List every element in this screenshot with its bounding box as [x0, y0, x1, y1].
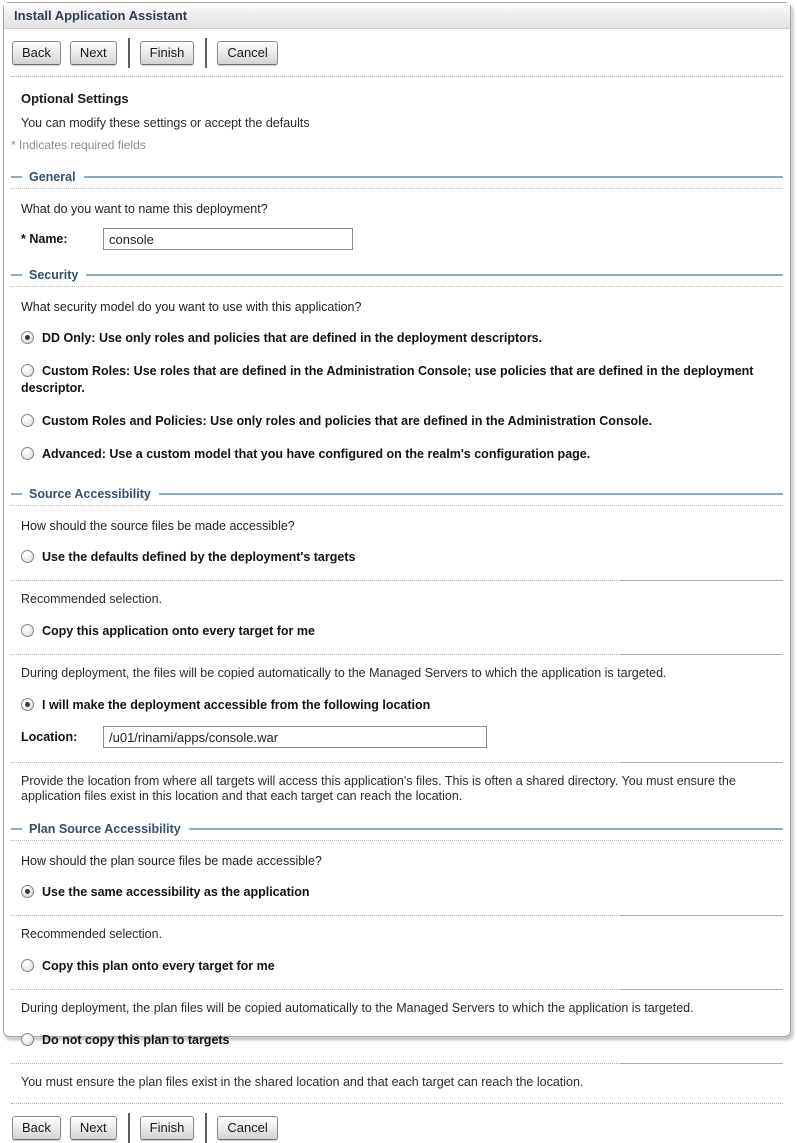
button-separator — [205, 38, 207, 68]
section-title: Source Accessibility — [29, 487, 151, 501]
section-header-general — [11, 170, 783, 184]
general-question: What do you want to name this deployment? — [21, 202, 268, 216]
radio-label: Use the defaults defined by the deployment's targets — [42, 550, 356, 564]
page-title: Optional Settings — [21, 91, 129, 106]
radio-label: Copy this plan onto every target for me — [42, 959, 275, 973]
section-title: General — [29, 170, 76, 184]
row-divider — [11, 762, 783, 763]
name-input[interactable] — [103, 228, 353, 250]
section-dash — [11, 828, 22, 830]
next-button-bottom[interactable]: Next — [70, 1116, 117, 1140]
radio-label: Custom Roles: Use roles that are defined in the Administration Console; use policies that are defined in the deployment descriptor. — [21, 364, 754, 395]
location-label: Location: — [21, 730, 78, 744]
security-option-advanced — [21, 446, 766, 463]
section-header-plan-source-accessibility — [11, 822, 783, 836]
radio-label: I will make the deployment accessible from the following location — [42, 698, 431, 712]
name-field-row — [21, 228, 784, 250]
source-note-defaults: Recommended selection. — [21, 592, 163, 606]
section-underline — [11, 286, 783, 287]
radio-button[interactable] — [21, 447, 34, 460]
cancel-button-bottom[interactable]: Cancel — [217, 1116, 277, 1140]
back-button-bottom[interactable]: Back — [12, 1116, 61, 1140]
source-note-copy: During deployment, the files will be copied automatically to the Managed Servers to which the application is targeted. — [21, 666, 667, 680]
top-button-bar — [12, 38, 782, 68]
page-description: You can modify these settings or accept the defaults — [21, 116, 310, 130]
radio-button[interactable] — [21, 550, 34, 563]
plan-question: How should the plan source files be made accessible? — [21, 854, 322, 868]
security-question: What security model do you want to use with this application? — [21, 300, 362, 314]
security-option-custom-roles — [21, 363, 766, 397]
section-rule — [84, 176, 783, 178]
name-label: * Name: — [21, 232, 68, 246]
security-option-custom-roles-policies — [21, 413, 766, 430]
row-divider — [11, 654, 783, 655]
required-fields-note: * Indicates required fields — [11, 138, 146, 152]
plan-option-same — [21, 884, 766, 901]
form-top-divider — [11, 76, 783, 77]
button-separator — [128, 1113, 130, 1143]
section-underline — [11, 505, 783, 506]
security-option-dd-only — [21, 330, 766, 347]
radio-button[interactable] — [21, 414, 34, 427]
plan-note-copy: During deployment, the plan files will be copied automatically to the Managed Servers to which the application is targeted. — [21, 1001, 694, 1015]
bottom-button-bar — [12, 1113, 782, 1143]
section-rule — [86, 274, 783, 276]
button-separator — [128, 38, 130, 68]
section-underline — [11, 188, 783, 189]
source-option-location — [21, 697, 766, 714]
section-header-source-accessibility — [11, 487, 783, 501]
radio-button[interactable] — [21, 1033, 34, 1046]
source-note-location: Provide the location from where all targets will access this application's files. This is often a shared directory. You must ensure the application files exist in this location and that each target can reach the location. — [21, 774, 736, 803]
radio-label: Do not copy this plan to targets — [42, 1033, 230, 1047]
radio-button[interactable] — [21, 364, 34, 377]
back-button[interactable]: Back — [12, 41, 61, 65]
cancel-button[interactable]: Cancel — [217, 41, 277, 65]
content-area — [4, 38, 790, 1143]
section-underline — [11, 840, 783, 841]
radio-label: Custom Roles and Policies: Use only roles and policies that are defined in the Administration Console. — [42, 414, 653, 428]
plan-option-copy — [21, 958, 766, 975]
window-title: Install Application Assistant — [14, 8, 188, 23]
form-bottom-divider — [11, 1103, 783, 1104]
location-input[interactable] — [103, 726, 487, 748]
radio-label: Advanced: Use a custom model that you have configured on the realm's configuration page. — [42, 447, 591, 461]
row-divider — [11, 989, 783, 990]
radio-button[interactable] — [21, 959, 34, 972]
row-divider — [11, 1063, 783, 1064]
section-dash — [11, 493, 22, 495]
finish-button[interactable]: Finish — [140, 41, 195, 65]
source-option-copy — [21, 623, 766, 640]
radio-label: Copy this application onto every target for me — [42, 624, 315, 638]
plan-note-no-copy: You must ensure the plan files exist in the shared location and that each target can reach the location. — [21, 1075, 584, 1089]
install-application-assistant-window — [3, 2, 791, 1135]
section-header-security — [11, 268, 783, 282]
plan-note-same: Recommended selection. — [21, 927, 163, 941]
window-title-bar — [4, 3, 790, 29]
button-separator — [205, 1113, 207, 1143]
source-option-defaults — [21, 549, 766, 566]
radio-button[interactable] — [21, 698, 34, 711]
source-question: How should the source files be made accessible? — [21, 519, 295, 533]
radio-label: Use the same accessibility as the application — [42, 885, 310, 899]
section-dash — [11, 176, 22, 178]
radio-label: DD Only: Use only roles and policies that are defined in the deployment descriptors. — [42, 331, 543, 345]
radio-button[interactable] — [21, 624, 34, 637]
section-rule — [159, 493, 783, 495]
section-title: Security — [29, 268, 79, 282]
plan-option-no-copy — [21, 1032, 766, 1049]
radio-button[interactable] — [21, 885, 34, 898]
row-divider — [11, 580, 783, 581]
section-title: Plan Source Accessibility — [29, 822, 181, 836]
section-rule — [189, 828, 783, 830]
radio-button[interactable] — [21, 331, 34, 344]
location-field-row — [21, 726, 784, 748]
section-dash — [11, 274, 22, 276]
row-divider — [11, 915, 783, 916]
finish-button-bottom[interactable]: Finish — [140, 1116, 195, 1140]
next-button[interactable]: Next — [70, 41, 117, 65]
